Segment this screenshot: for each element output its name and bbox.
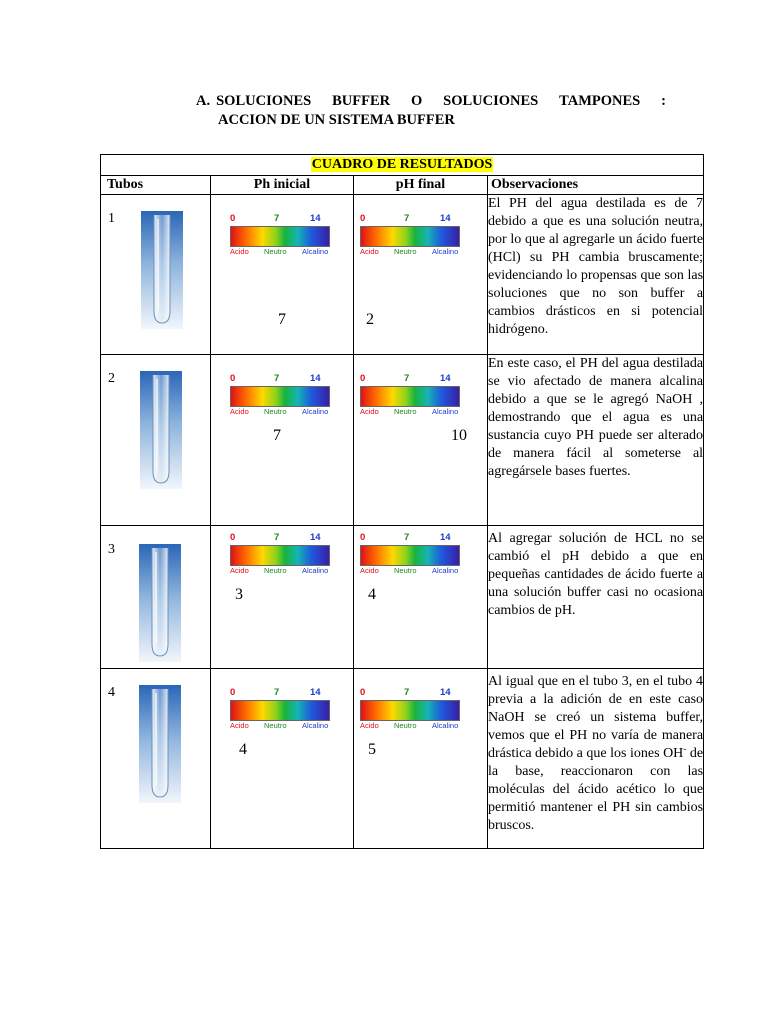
scale-labels [360,407,460,417]
label-alkaline: Alcalino [432,247,459,256]
tube-number: 4 [108,685,115,700]
scale-mid: 7 [404,687,410,698]
scale-numbers [360,687,460,699]
label-neutral: Neutro [264,407,287,416]
ph-color-bar [230,386,330,407]
header-ph-inicial: Ph inicial [211,176,354,195]
ph-color-bar [230,545,330,566]
label-neutral: Neutro [394,721,417,730]
title-line2: ACCION DE UN SISTEMA BUFFER [218,112,455,128]
title-word: : [661,93,666,109]
scale-labels [230,247,330,257]
scale-max: 14 [440,687,451,698]
ph-final-cell [354,526,488,669]
title-word: O [410,93,423,109]
scale-labels [360,721,460,731]
ph-scale-graphic [230,532,330,576]
scale-numbers [230,687,330,699]
ph-initial-value: 3 [235,586,243,603]
scale-max: 14 [440,532,451,543]
ph-scale-graphic [360,532,460,576]
label-alkaline: Alcalino [302,407,329,416]
label-acid: Acido [360,407,379,416]
table-row [101,355,704,526]
scale-numbers [360,532,460,544]
ph-scale [360,532,460,576]
ph-initial-value: 4 [239,741,247,758]
label-neutral: Neutro [394,247,417,256]
scale-min: 0 [360,213,366,224]
scale-max: 14 [310,373,321,384]
label-acid: Acido [360,721,379,730]
scale-min: 0 [230,213,236,224]
ph-final-cell [354,669,488,849]
label-alkaline: Alcalino [302,566,329,575]
observation-text: En este caso, el PH del agua destilada se vio afectado de manera alcalina debido a que se le agregó NaOH , demostrando que el agua es una sustancia cuyo PH puede ser alterado de manera fácil al someterse al agregársele bases fuertes. [488,355,704,526]
scale-mid: 7 [274,373,280,384]
ph-final-value: 5 [368,741,376,758]
scale-mid: 7 [404,373,410,384]
ph-scale [360,213,460,257]
scale-numbers [360,213,460,225]
tube-cell [101,355,211,526]
observation-text [488,669,704,849]
label-neutral: Neutro [394,407,417,416]
observation-part: Al igual que en el tubo 3, en el tubo 4 previa a la adición de en este caso NaOH se creó un sistema buffer, vemos que el PH no varía de manera drástica debido a que los iones OH [488,674,704,761]
title-word: TAMPONES [559,93,641,109]
scale-max: 14 [310,532,321,543]
scale-min: 0 [360,532,366,543]
tube-number: 3 [108,542,115,557]
scale-max: 14 [310,687,321,698]
header-tubos: Tubos [101,176,211,195]
scale-labels [230,566,330,576]
label-alkaline: Alcalino [432,407,459,416]
label-neutral: Neutro [264,721,287,730]
scale-max: 14 [440,373,451,384]
scale-numbers [360,373,460,385]
ph-color-bar [230,700,330,721]
scale-max: 14 [310,213,321,224]
ph-scale [230,213,330,257]
ph-initial-cell [211,195,354,355]
ph-final-value: 10 [451,427,467,444]
label-acid: Acido [230,407,249,416]
ph-final-cell [354,355,488,526]
scale-min: 0 [230,532,236,543]
ph-initial-value: 7 [278,311,286,328]
ph-scale [360,687,460,731]
observation-text: El PH del agua destilada es de 7 debido a que es una solución neutra, por lo que al agregarle un ácido fuerte (HCl) su PH cambia bruscamente; evidenciando lo propensas que son las soluciones que no son buffer a cambios drásticos en si potencial hidrógeno. [488,195,704,355]
scale-labels [360,247,460,257]
table-row [101,526,704,669]
ph-final-value: 2 [366,311,374,328]
tube-cell [101,669,211,849]
ph-scale-graphic [360,373,460,417]
tube-number: 2 [108,371,115,386]
scale-mid: 7 [404,532,410,543]
tube-cell [101,526,211,669]
ph-scale [230,373,330,417]
ph-scale-graphic [360,687,460,731]
scale-numbers [230,213,330,225]
scale-mid: 7 [274,532,280,543]
ph-color-bar [360,545,460,566]
label-acid: Acido [230,247,249,256]
ph-color-bar [360,700,460,721]
ph-scale-graphic [230,213,330,257]
ph-color-bar [360,226,460,247]
label-neutral: Neutro [264,566,287,575]
test-tube-image [139,544,181,662]
label-acid: Acido [230,721,249,730]
ph-initial-cell [211,355,354,526]
title-word: SOLUCIONES [216,93,312,109]
test-tube-image [140,371,182,489]
table-caption [101,155,704,176]
label-neutral: Neutro [264,247,287,256]
label-acid: Acido [360,566,379,575]
ph-color-bar [360,386,460,407]
tube-cell [101,195,211,355]
scale-mid: 7 [274,213,280,224]
scale-min: 0 [230,687,236,698]
label-neutral: Neutro [394,566,417,575]
ph-scale [230,532,330,576]
ph-initial-value: 7 [273,427,281,444]
header-ph-final: pH final [354,176,488,195]
ph-scale [230,687,330,731]
test-tube-image [141,211,183,329]
section-title [196,92,666,130]
ph-scale-graphic [360,213,460,257]
tube-number: 1 [108,211,115,226]
ph-color-bar [230,226,330,247]
scale-mid: 7 [404,213,410,224]
ph-initial-cell [211,526,354,669]
scale-numbers [230,532,330,544]
scale-numbers [230,373,330,385]
ph-scale-graphic [230,373,330,417]
ph-initial-cell [211,669,354,849]
scale-labels [230,407,330,417]
label-alkaline: Alcalino [302,721,329,730]
label-acid: Acido [230,566,249,575]
caption-text: CUADRO DE RESULTADOS [311,157,493,172]
table-header-row [101,176,704,195]
ph-final-cell [354,195,488,355]
table-row [101,669,704,849]
table-row [101,195,704,355]
label-alkaline: Alcalino [302,247,329,256]
section-number: A. [196,93,211,109]
label-alkaline: Alcalino [432,566,459,575]
label-alkaline: Alcalino [432,721,459,730]
title-word: BUFFER [332,93,391,109]
title-word: SOLUCIONES [443,93,539,109]
scale-min: 0 [360,373,366,384]
scale-max: 14 [440,213,451,224]
header-observaciones: Observaciones [488,176,704,195]
results-table [100,154,704,849]
scale-labels [230,721,330,731]
superscript-minus: - [683,743,687,754]
scale-min: 0 [230,373,236,384]
ph-final-value: 4 [368,586,376,603]
ph-scale [360,373,460,417]
test-tube-image [139,685,181,803]
scale-labels [360,566,460,576]
observation-text: Al agregar solución de HCL no se cambió el pH debido a que en pequeñas cantidades de ácido fuerte a una solución buffer casi no ocasiona cambios de pH. [488,526,704,669]
ph-scale-graphic [230,687,330,731]
label-acid: Acido [360,247,379,256]
scale-min: 0 [360,687,366,698]
scale-mid: 7 [274,687,280,698]
observation-part: de la base, reaccionaron con las moléculas del ácido acético lo que permitió mantener el PH sin cambios bruscos. [488,746,704,833]
